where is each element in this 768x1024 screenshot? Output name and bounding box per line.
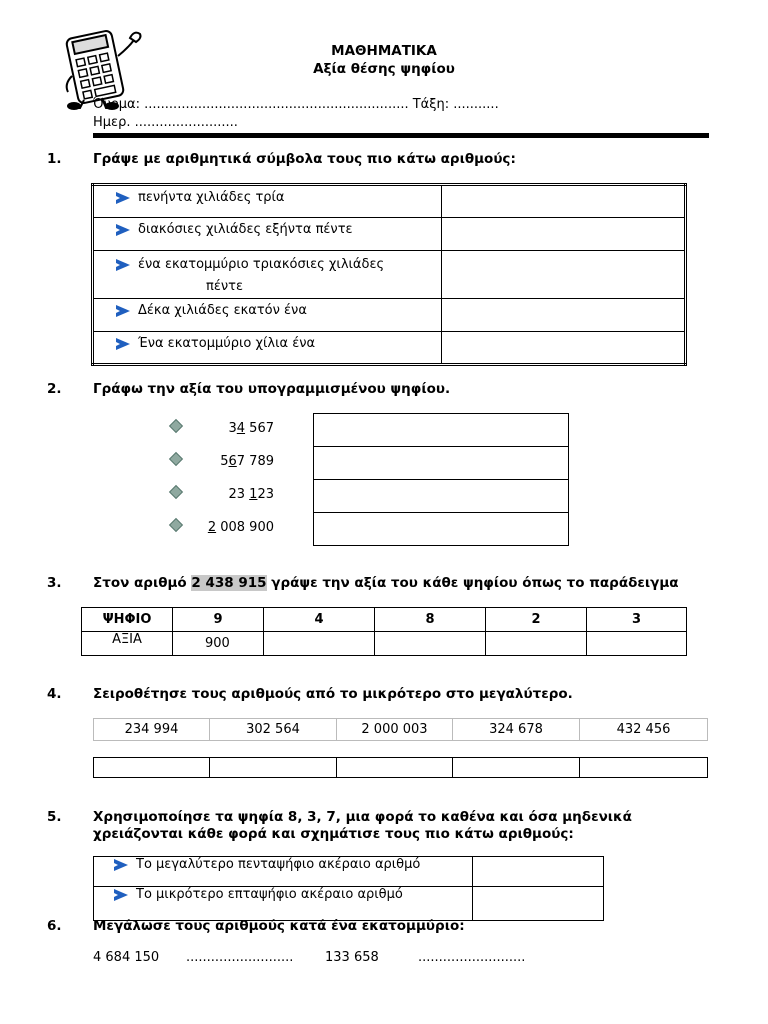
q6-number-1: 4 684 150 <box>93 950 160 965</box>
table-row <box>82 608 687 632</box>
q5-prompt: Το μεγαλύτερο πενταψήφιο ακέραιο αριθμό <box>136 857 421 872</box>
q1-prompt-cell <box>93 332 442 365</box>
q3-answer-field[interactable] <box>587 632 687 656</box>
q1-answer-field[interactable] <box>442 185 686 218</box>
q3-value-label: ΑΞΙΑ <box>82 632 173 656</box>
q6-instruction: Μεγάλωσε τους αριθμούς κατά ένα εκατομμύριο: <box>93 918 465 934</box>
q1-answer-field[interactable] <box>442 218 686 251</box>
q1-answer-field[interactable] <box>442 299 686 332</box>
list-item <box>171 453 181 468</box>
q3-answer-field[interactable] <box>486 632 587 656</box>
table-row <box>94 758 708 778</box>
arrow-bullet-icon <box>116 305 130 317</box>
q1-prompt-cell <box>93 218 442 251</box>
table-row <box>93 251 686 299</box>
q2-number-0: 34 567 <box>228 421 274 436</box>
q3-answer-field[interactable] <box>264 632 375 656</box>
q6-number: 6. <box>47 918 62 934</box>
q4-answer-table <box>93 757 708 778</box>
q4-answer-field[interactable] <box>94 758 210 778</box>
q5-table <box>93 856 604 921</box>
q2-answer-table <box>313 413 569 546</box>
q6-number-2: 133 658 <box>325 950 379 965</box>
table-row <box>94 857 604 887</box>
q4-instruction: Σειροθέτησε τους αριθμούς από το μικρότερο στο μεγαλύτερο. <box>93 686 573 702</box>
arrow-bullet-icon <box>116 192 130 204</box>
header-divider <box>93 133 709 138</box>
q2-number-1: 567 789 <box>220 454 274 469</box>
q5-answer-field[interactable] <box>473 887 604 921</box>
q5-instruction-line2: χρειάζονται κάθε φορά και σχημάτισε τους πιο κάτω αριθμούς: <box>93 826 574 842</box>
q4-number-item: 302 564 <box>210 719 337 741</box>
q2-instruction: Γράφω την αξία του υπογραμμισμένου ψηφίου. <box>93 381 451 397</box>
q3-value-example: 900 <box>173 632 264 656</box>
q1-answer-field[interactable] <box>442 332 686 365</box>
list-item <box>171 420 181 435</box>
q3-instruction: Στον αριθμό 2 438 915 γράψε την αξία του κάθε ψηφίου όπως το παράδειγμα <box>93 575 679 591</box>
q3-digit: 9 <box>173 608 264 632</box>
q4-answer-field[interactable] <box>337 758 453 778</box>
q5-instruction-line1: Χρησιμοποίησε τα ψηφία 8, 3, 7, μια φορά το καθένα και όσα μηδενικά <box>93 809 632 825</box>
q6-answer-blank-1[interactable]: .......................... <box>186 950 294 965</box>
diamond-bullet-icon <box>169 419 183 433</box>
q1-table <box>91 183 687 366</box>
diamond-bullet-icon <box>169 485 183 499</box>
q4-answer-field[interactable] <box>453 758 580 778</box>
q3-table <box>81 607 687 656</box>
list-item <box>171 486 181 501</box>
q5-number: 5. <box>47 809 62 825</box>
q2-number-3: 2 008 900 <box>207 520 274 535</box>
diamond-bullet-icon <box>169 518 183 532</box>
q1-answer-field[interactable] <box>442 251 686 299</box>
q1-prompt: ένα εκατομμύριο τριακόσιες χιλιάδες <box>138 257 385 272</box>
arrow-bullet-icon <box>116 338 130 350</box>
q3-digit: 2 <box>486 608 587 632</box>
table-row <box>93 299 686 332</box>
q2-answer-field[interactable] <box>314 513 569 546</box>
q1-prompt-cell <box>93 251 442 299</box>
page-subtitle: Αξία θέσης ψηφίου <box>313 61 455 77</box>
q2-answer-field[interactable] <box>314 447 569 480</box>
q1-instruction: Γράψε με αριθμητικά σύμβολα τους πιο κάτω αριθμούς: <box>93 151 516 167</box>
q3-highlighted-number: 2 438 915 <box>191 575 267 591</box>
table-row <box>82 632 687 656</box>
q3-header-label: ΨΗΦΙΟ <box>82 608 173 632</box>
q4-answer-field[interactable] <box>210 758 337 778</box>
q3-digit: 4 <box>264 608 375 632</box>
date-line: Ημερ. ......................... <box>93 115 238 130</box>
q4-answer-field[interactable] <box>580 758 708 778</box>
q2-number: 2. <box>47 381 62 397</box>
page-title: ΜΑΘΗΜΑΤΙΚΑ <box>331 43 437 59</box>
q3-number: 3. <box>47 575 62 591</box>
table-row <box>93 332 686 365</box>
q4-number-item: 324 678 <box>453 719 580 741</box>
q5-prompt: Το μικρότερο επταψήφιο ακέραιο αριθμό <box>136 887 403 902</box>
q4-number: 4. <box>47 686 62 702</box>
arrow-bullet-icon <box>116 224 130 236</box>
q5-prompt-cell <box>94 857 473 887</box>
q3-answer-field[interactable] <box>375 632 486 656</box>
q1-prompt: Δέκα χιλιάδες εκατόν ένα <box>138 303 307 318</box>
q6-answer-blank-2[interactable]: .......................... <box>418 950 526 965</box>
table-row <box>94 719 708 741</box>
q1-prompt-cell <box>93 299 442 332</box>
q5-prompt-cell <box>94 887 473 921</box>
table-row <box>93 218 686 251</box>
list-item <box>171 519 181 534</box>
q4-number-item: 234 994 <box>94 719 210 741</box>
q4-numbers-table <box>93 718 708 741</box>
q2-answer-field[interactable] <box>314 480 569 513</box>
q3-digit: 8 <box>375 608 486 632</box>
q2-number-2: 23 123 <box>228 487 274 502</box>
diamond-bullet-icon <box>169 452 183 466</box>
arrow-bullet-icon <box>116 259 130 271</box>
table-row <box>94 887 604 921</box>
name-class-line: Όνομα: ................................................................ Τάξη: ........... <box>93 97 499 112</box>
q2-answer-field[interactable] <box>314 414 569 447</box>
table-row <box>93 185 686 218</box>
q1-prompt: διακόσιες χιλιάδες εξήντα πέντε <box>138 222 353 237</box>
q1-prompt-cell <box>93 185 442 218</box>
arrow-bullet-icon <box>114 859 128 871</box>
q1-prompt-continued: πέντε <box>206 279 243 294</box>
q3-digit: 3 <box>587 608 687 632</box>
q4-number-item: 432 456 <box>580 719 708 741</box>
q1-prompt: πενήντα χιλιάδες τρία <box>138 190 285 205</box>
q1-number: 1. <box>47 151 62 167</box>
arrow-bullet-icon <box>114 889 128 901</box>
q5-answer-field[interactable] <box>473 857 604 887</box>
q4-number-item: 2 000 003 <box>337 719 453 741</box>
q1-prompt: Ένα εκατομμύριο χίλια ένα <box>138 336 316 351</box>
